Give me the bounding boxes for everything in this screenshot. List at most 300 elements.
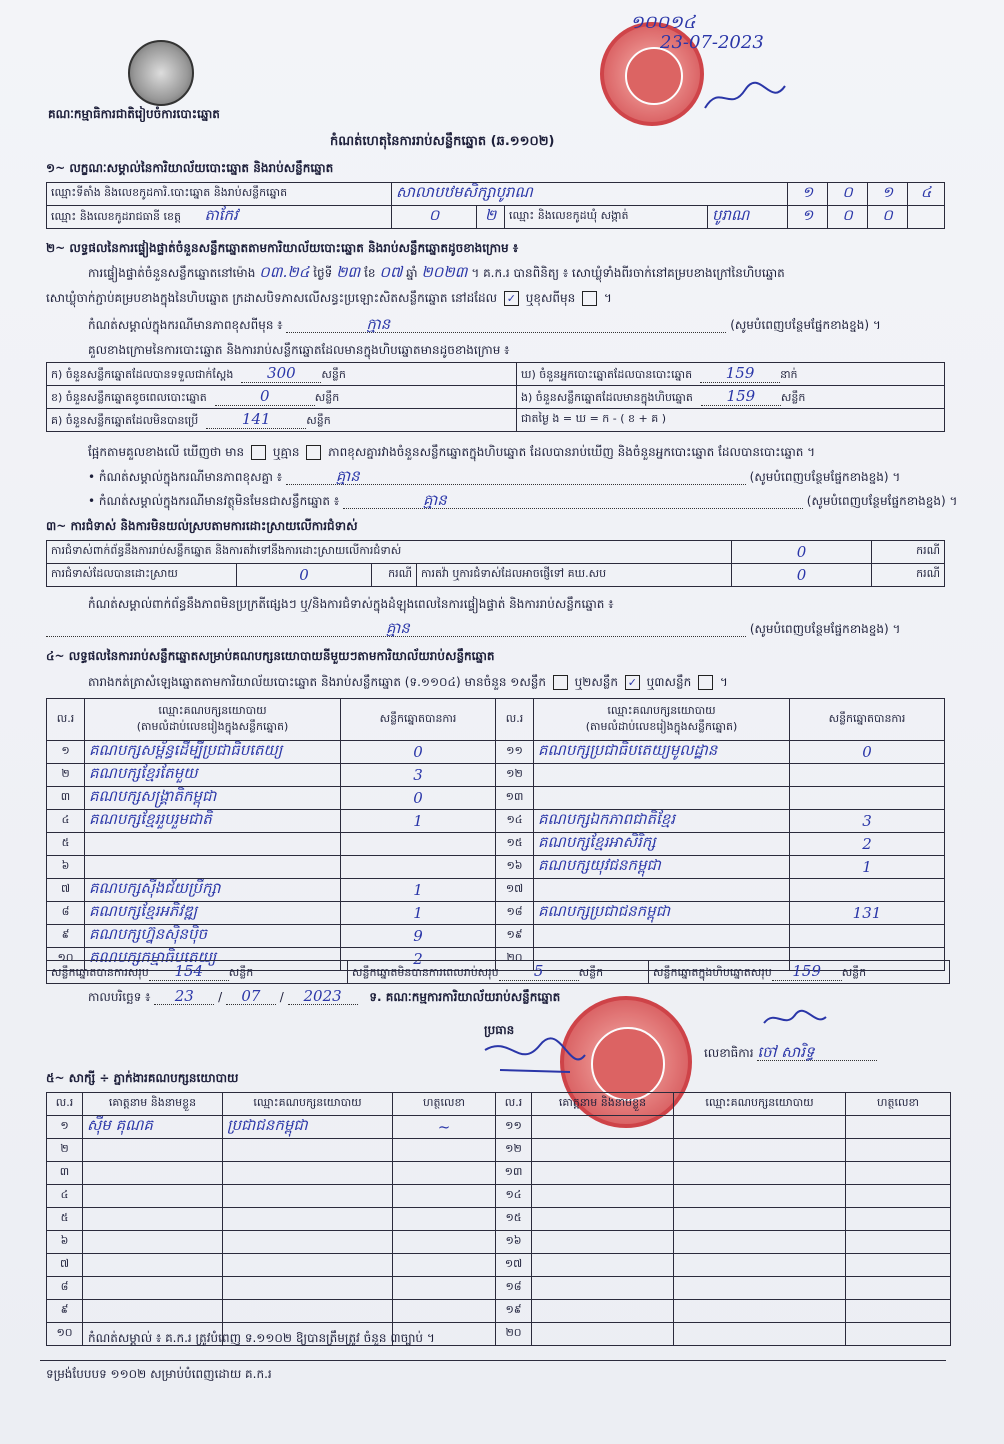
result-no: ៧ bbox=[47, 879, 85, 902]
witness-party bbox=[223, 1139, 393, 1162]
note-change-value: ក្មាន bbox=[286, 316, 726, 333]
witness-right-col-party: ឈ្មោះគណបក្សនយោបាយ bbox=[674, 1093, 846, 1116]
changed-checkbox[interactable] bbox=[582, 291, 597, 306]
appeal-unit: ករណី bbox=[872, 564, 945, 587]
results-left-col-no: ល.រ bbox=[47, 699, 85, 741]
witness-sign bbox=[846, 1231, 951, 1254]
witness-row bbox=[47, 1231, 496, 1254]
witness-right-col-sign: ហត្ថលេខា bbox=[846, 1093, 951, 1116]
secretary-signature bbox=[760, 1005, 830, 1033]
total-valid bbox=[47, 961, 348, 984]
witness-row bbox=[47, 1116, 496, 1139]
date-day: 23 bbox=[154, 988, 214, 1005]
result-party: គណបក្សខ្មែរអភិវឌ្ឍ bbox=[85, 902, 341, 925]
irregularity-note-value: គ្មាន bbox=[46, 620, 746, 637]
result-party: គណបក្សប្រជាធិបតេយ្យមូលដ្ឋាន bbox=[534, 741, 790, 764]
chair-signature bbox=[480, 1030, 590, 1090]
bullet-objects-value: គ្មាន bbox=[343, 492, 803, 509]
witness-row bbox=[47, 1208, 496, 1231]
bullet-objects bbox=[88, 492, 957, 509]
two-sheet-label: ឬ២សន្លឹក bbox=[574, 675, 619, 689]
witness-name bbox=[532, 1162, 674, 1185]
changed-label: ឬខុសពីមុន bbox=[525, 291, 576, 305]
result-party bbox=[85, 856, 341, 879]
witness-name bbox=[83, 1300, 223, 1323]
section5-heading: ៥~ សាក្សី ÷ ភ្នាក់ងារគណបក្សនយោបាយ bbox=[46, 1071, 239, 1085]
witness-sign bbox=[846, 1254, 951, 1277]
result-row bbox=[496, 741, 945, 764]
committee-label: ទ. គណៈកម្មការការិយាល័យរាប់សន្លឹកឆ្នោត bbox=[369, 990, 561, 1004]
total-box-value: 159 bbox=[772, 962, 842, 981]
result-row bbox=[496, 902, 945, 925]
result-no: ១៩ bbox=[496, 925, 534, 948]
difference-line bbox=[88, 444, 815, 460]
results-left-col-votes: សន្លឹកឆ្នោតបានការ bbox=[341, 699, 496, 741]
witness-party bbox=[223, 1254, 393, 1277]
result-votes: 3 bbox=[790, 810, 945, 833]
ngo-unit: សន្លឹក bbox=[780, 391, 806, 404]
result-party: គណបក្សខ្មែរអាសិរិក្ស bbox=[534, 833, 790, 856]
difference-text-a: ផ្អែកតាមគួលខាងលើ ឃើញថា មាន bbox=[88, 445, 245, 459]
result-no: ១ bbox=[47, 741, 85, 764]
result-no: ១៤ bbox=[496, 810, 534, 833]
result-row bbox=[496, 833, 945, 856]
gho-row bbox=[517, 363, 945, 386]
results-left-party-sub: (តាមលំដាប់លេខរៀងក្នុងសន្លឹកឆ្នោត) bbox=[136, 719, 289, 733]
witness-party bbox=[674, 1139, 846, 1162]
ko-unit: សន្លឹក bbox=[306, 414, 331, 427]
total-box bbox=[649, 961, 950, 984]
workplace-label: ឈ្មោះទីតាំង និងលេខកូដការិ.បោះឆ្នោត និងរាប់សន្លឹកឆ្នោត bbox=[47, 183, 392, 206]
result-no: ១០ bbox=[47, 948, 85, 971]
result-party bbox=[85, 833, 341, 856]
result-no: ១១ bbox=[496, 741, 534, 764]
province-code-2: ២ bbox=[477, 206, 505, 229]
result-no: ៨ bbox=[47, 902, 85, 925]
result-row bbox=[47, 879, 496, 902]
witness-table-left bbox=[46, 1092, 496, 1346]
workplace-code-4: ៤ bbox=[908, 183, 945, 206]
verification-text-b: ថ្ងៃទី bbox=[313, 266, 333, 280]
witness-name bbox=[83, 1185, 223, 1208]
witness-name bbox=[532, 1208, 674, 1231]
result-party: គណបក្សយុវជនកម្ពុជា bbox=[534, 856, 790, 879]
one-sheet-checkbox[interactable] bbox=[553, 675, 568, 690]
resolved-label: ការជំទាស់ដែលបានដោះស្រាយ bbox=[47, 564, 237, 587]
seal-status-end: ។ bbox=[603, 291, 612, 305]
witness-no: ៣ bbox=[47, 1162, 83, 1185]
fill-hint-2: (សូមបំពេញបន្ថែមផ្នែកខាងខ្នង) ។ bbox=[749, 470, 901, 484]
kha-value: 0 bbox=[215, 387, 315, 406]
ka-unit: សន្លឹក bbox=[321, 368, 346, 381]
witness-table-right bbox=[495, 1092, 951, 1346]
result-row bbox=[496, 879, 945, 902]
verification-day: ២៣ bbox=[336, 263, 361, 281]
workplace-value: សាលាបឋមសិក្សាបូរាណ bbox=[392, 183, 788, 206]
result-party: គណបក្សសម្ព័ន្ធដើម្បីប្រជាធិបតេយ្យ bbox=[85, 741, 341, 764]
witness-sign bbox=[846, 1116, 951, 1139]
result-votes: 1 bbox=[341, 902, 496, 925]
signature-top bbox=[700, 78, 790, 118]
witness-no: ៧ bbox=[47, 1254, 83, 1277]
form-title: កំណត់ហេតុនៃការរាប់សន្លឹកឆ្នោត (ឆ.១១០២) bbox=[330, 134, 555, 149]
workplace-code-3: ១ bbox=[868, 183, 908, 206]
result-row bbox=[47, 833, 496, 856]
result-row bbox=[47, 902, 496, 925]
province-label-text: ឈ្មោះ និងលេខកូដរាជធានី ខេត្ត bbox=[51, 210, 181, 223]
result-party: គណបក្សខ្មែររួបរួមជាតិ bbox=[85, 810, 341, 833]
result-row bbox=[47, 925, 496, 948]
verification-text-e: ។ គ.ក.រ បានពិនិត្យ ៖ សោឃ្លុំទាំងពីរចាក់នៅគម្របខាងក្រៅនៃហិបឆ្នោត bbox=[471, 266, 785, 280]
gho-label: ឃ) ចំនួនអ្នកបោះឆ្នោតដែលបានបោះឆ្នោត bbox=[521, 368, 693, 381]
witness-no: ២ bbox=[47, 1139, 83, 1162]
province-label bbox=[47, 206, 392, 229]
witness-no: ៨ bbox=[47, 1277, 83, 1300]
witness-row bbox=[496, 1208, 951, 1231]
verification-text-a: ការផ្ទៀងផ្ទាត់ចំនួនសន្លឹកឆ្នោតនៅម៉ោង bbox=[88, 266, 256, 280]
result-votes bbox=[341, 833, 496, 856]
result-row bbox=[496, 810, 945, 833]
witness-sign bbox=[393, 1185, 496, 1208]
ka-label: ក) ចំនួនសន្លឹកឆ្នោតដែលបានទទួលជាក់ស្តែង bbox=[51, 368, 234, 381]
witness-row bbox=[47, 1185, 496, 1208]
irregularity-note: កំណត់សម្គាល់ពាក់ព័ន្ធនឹងភាពមិនប្រក្រតីផ្សេងៗ ឬ/និងការជំទាស់ក្នុងដំឡុងពេលនៃការផ្ទៀងផ្ទាត់ និងការរាប់សន្លឹកឆ្នោត ៖ bbox=[88, 597, 614, 611]
section2-heading: ២~ លទ្ធផលនៃការផ្ទៀងផ្ទាត់ចំនួនសន្លឹកឆ្នោតតាមការិយាល័យបោះឆ្នោត និងរាប់សន្លឹកឆ្នោតដូចខាងក្រោម ៖ bbox=[46, 241, 519, 255]
witness-no: ៩ bbox=[47, 1300, 83, 1323]
objection-unit: ករណី bbox=[872, 541, 945, 564]
three-sheet-label: ឬ៣សន្លឹក bbox=[646, 675, 692, 689]
workplace-code-2: ០ bbox=[828, 183, 868, 206]
sheets-line bbox=[88, 674, 728, 690]
result-no: ៥ bbox=[47, 833, 85, 856]
result-row bbox=[47, 787, 496, 810]
witness-party bbox=[223, 1162, 393, 1185]
ka-value: 300 bbox=[241, 364, 321, 383]
ballot-count-table bbox=[46, 362, 945, 432]
total-box-unit: សន្លឹក bbox=[841, 966, 867, 979]
results-left-col-party bbox=[85, 699, 341, 741]
witness-name bbox=[532, 1277, 674, 1300]
result-votes: 0 bbox=[790, 741, 945, 764]
result-party: គណបក្សប្រជាជនកម្ពុជា bbox=[534, 902, 790, 925]
date-month: 07 bbox=[226, 988, 276, 1005]
result-no: ១២ bbox=[496, 764, 534, 787]
witness-name bbox=[532, 1300, 674, 1323]
witness-no: ៥ bbox=[47, 1208, 83, 1231]
sheets-intro: តារាងកត់ត្រាសំឡេងឆ្នោតតាមការិយាល័យបោះឆ្នោត និងរាប់សន្លឹកឆ្នោត (ទ.១១០៤) មានចំនួន ១សន្លឹក bbox=[88, 675, 546, 689]
witness-no: ១៦ bbox=[496, 1231, 532, 1254]
total-valid-label: សន្លឹកឆ្នោតបានការសរុប bbox=[51, 966, 149, 979]
total-invalid-unit: សន្លឹក bbox=[578, 966, 604, 979]
total-box-label: សន្លឹកឆ្នោតក្នុងហិបឆ្នោតសរុប bbox=[653, 966, 772, 979]
results-right-col-votes: សន្លឹកឆ្នោតបានការ bbox=[790, 699, 945, 741]
witness-row bbox=[496, 1300, 951, 1323]
result-votes: 9 bbox=[341, 925, 496, 948]
org-name: គណៈកម្មាធិការជាតិរៀបចំការបោះឆ្នោត bbox=[48, 107, 220, 121]
handwritten-date: 23-07-2023 bbox=[660, 32, 764, 53]
results-table-right bbox=[495, 698, 945, 971]
results-right-col-no: ល.រ bbox=[496, 699, 534, 741]
results-left-party-title: ឈ្មោះគណបក្សនយោបាយ bbox=[158, 703, 267, 717]
ngo-label: ង) ចំនួនសន្លឹកឆ្នោតដែលមានក្នុងហិបឆ្នោត bbox=[521, 391, 693, 404]
result-no: ២០ bbox=[496, 948, 534, 971]
commune-code-3: ០ bbox=[868, 206, 908, 229]
witness-no: ១៩ bbox=[496, 1300, 532, 1323]
result-no: ៦ bbox=[47, 856, 85, 879]
verification-time: ០៣.២៤ bbox=[259, 263, 310, 281]
appeal-value: 0 bbox=[732, 564, 872, 587]
ko-value: 141 bbox=[206, 410, 306, 429]
witness-sign bbox=[846, 1139, 951, 1162]
witness-no: ១១ bbox=[496, 1116, 532, 1139]
result-no: ១៦ bbox=[496, 856, 534, 879]
commune-code-1: ១ bbox=[788, 206, 828, 229]
irregularity-note-line bbox=[46, 620, 900, 637]
witness-row bbox=[496, 1185, 951, 1208]
result-party: គណបក្សខ្មែរតែមួយ bbox=[85, 764, 341, 787]
witness-party bbox=[674, 1231, 846, 1254]
note-change-line bbox=[88, 316, 881, 333]
results-table-left bbox=[46, 698, 496, 971]
verification-year: ២០២៣ bbox=[421, 263, 468, 281]
objection-value: 0 bbox=[732, 541, 872, 564]
no-difference-label: ឬគ្មាន bbox=[272, 445, 300, 459]
secretary-line bbox=[704, 1044, 877, 1061]
witness-sign bbox=[846, 1185, 951, 1208]
result-votes: 1 bbox=[341, 810, 496, 833]
result-party bbox=[534, 925, 790, 948]
bullet-difference-value: គ្មាន bbox=[286, 468, 746, 485]
witness-no: ១២ bbox=[496, 1139, 532, 1162]
witness-name bbox=[532, 1116, 674, 1139]
witness-party: ប្រជាជនកម្ពុជា bbox=[223, 1116, 393, 1139]
fill-hint-4: (សូមបំពេញបន្ថែមផ្នែកខាងខ្នង) ។ bbox=[749, 622, 901, 636]
witness-party bbox=[674, 1185, 846, 1208]
footnote: កំណត់សម្គាល់ ៖ គ.ក.រ ត្រូវបំពេញ ទ.១១០២ ឱ្យបានត្រឹមត្រូវ ចំនួន ៣ច្បាប់ ។ bbox=[88, 1331, 435, 1345]
appeal-label: ការតវ៉ា ឬការជំទាស់ដែលអាចផ្ញើទៅ គឃ.សប bbox=[417, 564, 732, 587]
result-row bbox=[496, 787, 945, 810]
witness-sign bbox=[846, 1277, 951, 1300]
same-checkbox[interactable]: ✓ bbox=[504, 291, 519, 306]
note-change-label: កំណត់សម្គាល់ក្នុងករណីមានភាពខុសពីមុន ៖ bbox=[88, 318, 283, 332]
verification-text-c: ខែ bbox=[364, 266, 376, 280]
result-votes bbox=[790, 925, 945, 948]
result-party: គណបក្សឯកភាពជាតិខ្មែរ bbox=[534, 810, 790, 833]
fill-hint-1: (សូមបំពេញបន្ថែមផ្នែកខាងខ្នង) ។ bbox=[730, 318, 881, 332]
result-party bbox=[534, 787, 790, 810]
result-no: ៤ bbox=[47, 810, 85, 833]
objection-table bbox=[46, 540, 945, 587]
chair-label: ប្រធាន bbox=[484, 1023, 515, 1037]
witness-name bbox=[83, 1254, 223, 1277]
footer-divider bbox=[40, 1360, 946, 1361]
witness-no: ១៣ bbox=[496, 1162, 532, 1185]
total-invalid-label: សន្លឹកឆ្នោតមិនបានការពេលរាប់សរុប bbox=[352, 966, 499, 979]
result-votes bbox=[790, 787, 945, 810]
result-votes bbox=[341, 856, 496, 879]
emblem-logo bbox=[128, 40, 194, 106]
witness-party bbox=[674, 1254, 846, 1277]
commune-label: ឈ្មោះ និងលេខកូដឃុំ សង្កាត់ bbox=[505, 206, 708, 229]
result-no: ១៣ bbox=[496, 787, 534, 810]
result-votes: 0 bbox=[341, 787, 496, 810]
commune-value: បូរាណ bbox=[708, 206, 788, 229]
witness-sign bbox=[393, 1300, 496, 1323]
witness-party bbox=[223, 1300, 393, 1323]
witness-sign bbox=[846, 1162, 951, 1185]
witness-no: ៦ bbox=[47, 1231, 83, 1254]
handwritten-number: ១០០១៤ bbox=[630, 12, 696, 33]
secretary-name: ចៅ សារិទ្ធ bbox=[757, 1044, 877, 1061]
section4-heading: ៤~ លទ្ធផលនៃការរាប់សន្លឹកឆ្នោតសម្រាប់គណបក្សនយោបាយនីមួយៗតាមការិយាល័យរាប់សន្លឹកឆ្នោត bbox=[46, 649, 495, 663]
total-valid-unit: សន្លឹក bbox=[228, 966, 254, 979]
verification-month: ០៧ bbox=[379, 263, 403, 281]
witness-name bbox=[83, 1231, 223, 1254]
witness-sign bbox=[393, 1231, 496, 1254]
date-label: កាលបរិច្ឆេទ ៖ bbox=[88, 990, 151, 1004]
result-no: ១៥ bbox=[496, 833, 534, 856]
totals-table bbox=[46, 960, 950, 984]
result-votes: 2 bbox=[790, 833, 945, 856]
result-votes bbox=[790, 764, 945, 787]
witness-row bbox=[496, 1254, 951, 1277]
result-party: គណបក្សសង្គ្រាតិកម្ពុជា bbox=[85, 787, 341, 810]
no-difference-checkbox[interactable] bbox=[306, 445, 321, 460]
total-invalid bbox=[348, 961, 649, 984]
result-votes: 0 bbox=[341, 741, 496, 764]
witness-row bbox=[496, 1116, 951, 1139]
witness-row bbox=[496, 1323, 951, 1346]
witness-name bbox=[532, 1185, 674, 1208]
bullet-difference-label: • កំណត់សម្គាល់ក្នុងករណីមានភាពខុសគ្នា ៖ bbox=[88, 470, 283, 484]
witness-row bbox=[496, 1162, 951, 1185]
witness-sign bbox=[846, 1300, 951, 1323]
result-votes: 1 bbox=[341, 879, 496, 902]
witness-row bbox=[496, 1231, 951, 1254]
bullet-difference bbox=[88, 468, 900, 485]
witness-row bbox=[496, 1139, 951, 1162]
result-row bbox=[47, 741, 496, 764]
result-votes: 3 bbox=[341, 764, 496, 787]
witness-no: ១០ bbox=[47, 1323, 83, 1346]
gho-value: 159 bbox=[700, 364, 780, 383]
total-valid-value: 154 bbox=[149, 962, 229, 981]
result-party: គណបក្សស៊ីងជ័យប្រឹក្សា bbox=[85, 879, 341, 902]
witness-name bbox=[83, 1277, 223, 1300]
result-votes: 131 bbox=[790, 902, 945, 925]
witness-row bbox=[47, 1300, 496, 1323]
seal-status-line bbox=[46, 290, 612, 306]
result-party bbox=[534, 879, 790, 902]
results-right-col-party bbox=[534, 699, 790, 741]
has-difference-checkbox[interactable] bbox=[251, 445, 266, 460]
commune-code-2: ០ bbox=[828, 206, 868, 229]
workplace-code-1: ១ bbox=[788, 183, 828, 206]
witness-row bbox=[47, 1254, 496, 1277]
witness-left-col-party: ឈ្មោះគណបក្សនយោបាយ bbox=[223, 1093, 393, 1116]
ngo-value: 159 bbox=[701, 387, 781, 406]
ngo-row bbox=[517, 386, 945, 409]
result-no: ៩ bbox=[47, 925, 85, 948]
witness-left-col-no: ល.រ bbox=[47, 1093, 83, 1116]
result-party bbox=[534, 764, 790, 787]
date-line: កាលបរិច្ឆេទ ៖ 23 / 07 / 2023 ទ. គណៈកម្មការការិយាល័យរាប់សន្លឹកឆ្នោត bbox=[88, 987, 561, 1005]
witness-right-col-no: ល.រ bbox=[496, 1093, 532, 1116]
province-code-1: ០ bbox=[392, 206, 477, 229]
section1-table bbox=[46, 182, 945, 229]
seal-status-text: សោឃ្លុំចាក់ភ្ជាប់គម្របខាងក្នុងនៃហិបឆ្នោត ក្រដាសបិទភាសលើសន្ធះប្រឡោះសិតសន្លឹកឆ្នោត នៅដដែល bbox=[46, 291, 498, 305]
witness-sign bbox=[393, 1254, 496, 1277]
resolved-unit: ករណី bbox=[372, 564, 417, 587]
witness-row bbox=[496, 1277, 951, 1300]
kha-label: ខ) ចំនួនសន្លឹកឆ្នោតខូចពេលបោះឆ្នោត bbox=[51, 391, 207, 404]
witness-name bbox=[532, 1231, 674, 1254]
witness-party bbox=[674, 1300, 846, 1323]
witness-no: ១៧ bbox=[496, 1254, 532, 1277]
sheets-end: ។ bbox=[719, 675, 728, 689]
three-sheet-checkbox[interactable] bbox=[698, 675, 713, 690]
witness-sign bbox=[846, 1208, 951, 1231]
witness-sign bbox=[393, 1139, 496, 1162]
witness-name bbox=[532, 1323, 674, 1346]
witness-party bbox=[223, 1231, 393, 1254]
witness-no: ១៤ bbox=[496, 1185, 532, 1208]
witness-row bbox=[47, 1139, 496, 1162]
witness-right-col-name: គោត្តនាម និងនាមខ្លួន bbox=[532, 1093, 674, 1116]
witness-name bbox=[83, 1208, 223, 1231]
witness-left-col-sign: ហត្ថលេខា bbox=[393, 1093, 496, 1116]
witness-name bbox=[83, 1139, 223, 1162]
result-votes: 1 bbox=[790, 856, 945, 879]
result-votes bbox=[790, 879, 945, 902]
section3-heading: ៣~ ការជំទាស់ និងការមិនយល់ស្របតាមការដោះស្រាយលើការជំទាស់ bbox=[46, 519, 358, 533]
witness-row bbox=[47, 1162, 496, 1185]
witness-name: ស៊ីម គុណគ bbox=[83, 1116, 223, 1139]
witness-no: ៤ bbox=[47, 1185, 83, 1208]
result-no: ១៨ bbox=[496, 902, 534, 925]
witness-sign bbox=[393, 1162, 496, 1185]
kha-unit: សន្លឹក bbox=[314, 391, 340, 404]
result-no: ៣ bbox=[47, 787, 85, 810]
result-row bbox=[496, 764, 945, 787]
witness-no: ២០ bbox=[496, 1323, 532, 1346]
witness-sign bbox=[393, 1208, 496, 1231]
witness-name bbox=[532, 1139, 674, 1162]
gho-unit: នាក់ bbox=[780, 368, 798, 381]
result-party: គណបក្សហ្វ៊ុនស៊ិនប៉ិច bbox=[85, 925, 341, 948]
formula: ជាតម្ងៃ ង = ឃ = ក - ( ខ + គ ) bbox=[517, 409, 945, 432]
footer-text: ទម្រង់បែបបទ ១១០២ សម្រាប់បំពេញដោយ គ.ក.រ bbox=[46, 1367, 272, 1381]
difference-text-c: ភាពខុសគ្នារវាងចំនួនសន្លឹកឆ្នោតក្នុងហិបឆ្នោត ដែលបានរាប់ឃើញ និងចំនួនអ្នកបោះឆ្នោត ដែលបានបោះឆ្នោត ។ bbox=[328, 445, 816, 459]
results-right-party-sub: (តាមលំដាប់លេខរៀងក្នុងសន្លឹកឆ្នោត) bbox=[585, 719, 738, 733]
witness-sign bbox=[393, 1277, 496, 1300]
ko-row bbox=[47, 409, 517, 432]
objection-label: ការជំទាស់ពាក់ព័ន្ធនឹងការរាប់សន្លឹកឆ្នោត និងការតវ៉ាទៅនឹងការដោះស្រាយលើការជំទាស់ bbox=[47, 541, 732, 564]
witness-no: ១៨ bbox=[496, 1277, 532, 1300]
witness-party bbox=[674, 1208, 846, 1231]
witness-no: ១ bbox=[47, 1116, 83, 1139]
total-invalid-value: 5 bbox=[499, 962, 579, 981]
result-row bbox=[47, 764, 496, 787]
result-row bbox=[496, 925, 945, 948]
result-no: ១៧ bbox=[496, 879, 534, 902]
two-sheet-checkbox[interactable]: ✓ bbox=[625, 675, 640, 690]
result-party: គណបក្សកម្មាធិបតេយ្យ bbox=[85, 948, 341, 971]
witness-left-col-name: គោត្តនាម និងនាមខ្លួន bbox=[83, 1093, 223, 1116]
ka-row bbox=[47, 363, 517, 386]
witness-sign bbox=[846, 1323, 951, 1346]
witness-party bbox=[674, 1323, 846, 1346]
